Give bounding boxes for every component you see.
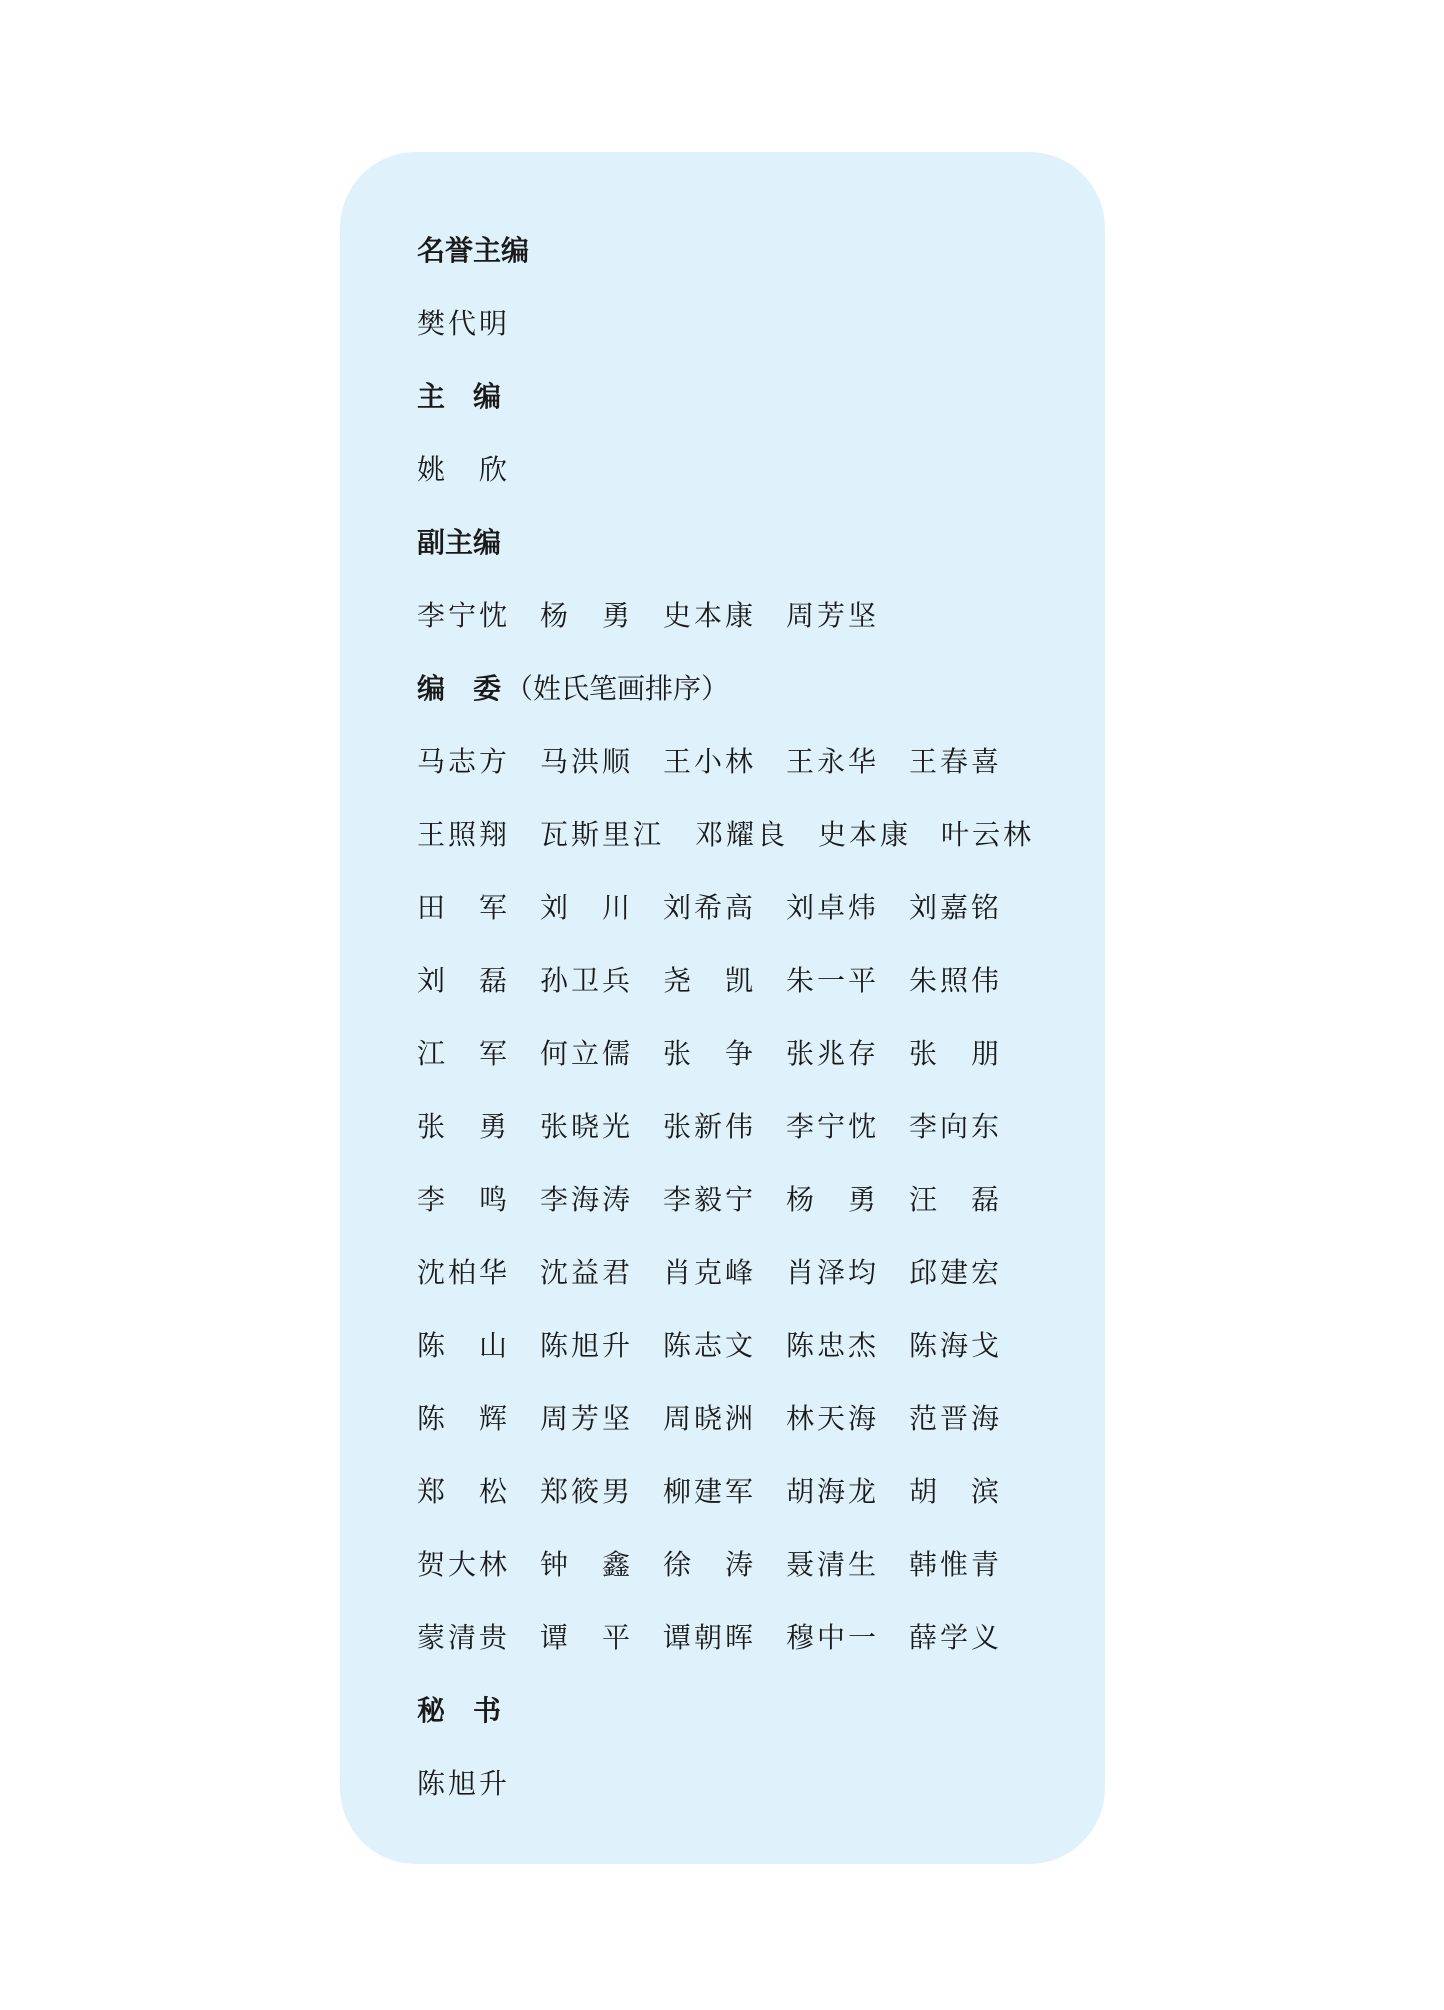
person-name: 钟 鑫 xyxy=(540,1547,634,1581)
person-name: 陈忠杰 xyxy=(786,1328,880,1362)
editorial-board-card xyxy=(340,152,1105,1864)
person-name: 肖克峰 xyxy=(663,1255,757,1289)
committee-sort-note: （姓氏笔画排序） xyxy=(505,671,730,705)
section-heading-editorial-committee xyxy=(417,650,1085,723)
person-name: 樊代明 xyxy=(417,306,511,340)
person-name: 张晓光 xyxy=(540,1109,634,1143)
person-name: 史本康 xyxy=(818,817,912,851)
committee-row xyxy=(417,1015,1085,1088)
person-name: 孙卫兵 xyxy=(540,963,634,997)
person-name: 陈海戈 xyxy=(909,1328,1003,1362)
person-name: 陈志文 xyxy=(663,1328,757,1362)
committee-row xyxy=(417,1453,1085,1526)
committee-row xyxy=(417,1380,1085,1453)
honorary-editor-names xyxy=(417,285,1085,358)
editor-in-chief-names xyxy=(417,431,1085,504)
person-name: 李宁忱 xyxy=(417,598,511,632)
person-name: 马志方 xyxy=(417,744,511,778)
person-name: 陈旭升 xyxy=(540,1328,634,1362)
person-name: 李向东 xyxy=(909,1109,1003,1143)
person-name: 谭 平 xyxy=(540,1620,634,1654)
secretary-names xyxy=(417,1745,1085,1818)
committee-row xyxy=(417,869,1085,942)
person-name: 马洪顺 xyxy=(540,744,634,778)
person-name: 肖泽均 xyxy=(786,1255,880,1289)
person-name: 李宁忱 xyxy=(786,1109,880,1143)
person-name: 叶云林 xyxy=(941,817,1035,851)
committee-row xyxy=(417,1161,1085,1234)
person-name: 史本康 xyxy=(663,598,757,632)
person-name: 贺大林 xyxy=(417,1547,511,1581)
person-name: 穆中一 xyxy=(786,1620,880,1654)
person-name: 蒙清贵 xyxy=(417,1620,511,1654)
person-name: 张 争 xyxy=(663,1036,757,1070)
person-name: 张新伟 xyxy=(663,1109,757,1143)
person-name: 刘希高 xyxy=(663,890,757,924)
committee-row xyxy=(417,942,1085,1015)
person-name: 刘嘉铭 xyxy=(909,890,1003,924)
section-heading-secretary: 秘 书 xyxy=(417,1693,502,1727)
person-name: 江 军 xyxy=(417,1036,511,1070)
deputy-editor-names xyxy=(417,577,1085,650)
person-name: 胡 滨 xyxy=(909,1474,1003,1508)
person-name: 周晓洲 xyxy=(663,1401,757,1435)
committee-row xyxy=(417,1526,1085,1599)
person-name: 郑 松 xyxy=(417,1474,511,1508)
person-name: 李海涛 xyxy=(540,1182,634,1216)
person-name: 陈旭升 xyxy=(417,1766,511,1800)
person-name: 沈益君 xyxy=(540,1255,634,1289)
person-name: 韩惟青 xyxy=(909,1547,1003,1581)
person-name: 刘卓炜 xyxy=(786,890,880,924)
person-name: 范晋海 xyxy=(909,1401,1003,1435)
person-name: 田 军 xyxy=(417,890,511,924)
person-name: 陈 辉 xyxy=(417,1401,511,1435)
person-name: 徐 涛 xyxy=(663,1547,757,1581)
person-name: 王永华 xyxy=(786,744,880,778)
person-name: 何立儒 xyxy=(540,1036,634,1070)
person-name: 杨 勇 xyxy=(786,1182,880,1216)
person-name: 李 鸣 xyxy=(417,1182,511,1216)
person-name: 汪 磊 xyxy=(909,1182,1003,1216)
section-heading-editor-in-chief: 主 编 xyxy=(417,379,502,413)
person-name: 沈柏华 xyxy=(417,1255,511,1289)
person-name: 刘 川 xyxy=(540,890,634,924)
person-name: 王春喜 xyxy=(909,744,1003,778)
editorial-board-list xyxy=(417,212,1085,1818)
committee-row xyxy=(417,1599,1085,1672)
committee-row xyxy=(417,723,1085,796)
person-name: 朱一平 xyxy=(786,963,880,997)
person-name: 李毅宁 xyxy=(663,1182,757,1216)
committee-member-rows xyxy=(417,723,1085,1672)
person-name: 聂清生 xyxy=(786,1547,880,1581)
person-name: 郑筱男 xyxy=(540,1474,634,1508)
person-name: 陈 山 xyxy=(417,1328,511,1362)
person-name: 周芳坚 xyxy=(786,598,880,632)
person-name: 邓耀良 xyxy=(695,817,789,851)
committee-heading-text: 编 委 xyxy=(417,671,502,705)
person-name: 林天海 xyxy=(786,1401,880,1435)
person-name: 张兆存 xyxy=(786,1036,880,1070)
committee-row xyxy=(417,1234,1085,1307)
committee-row xyxy=(417,1307,1085,1380)
person-name: 杨 勇 xyxy=(540,598,634,632)
person-name: 朱照伟 xyxy=(909,963,1003,997)
person-name: 瓦斯里江 xyxy=(540,817,665,851)
person-name: 柳建军 xyxy=(663,1474,757,1508)
person-name: 王小林 xyxy=(663,744,757,778)
section-heading-honorary-editor: 名誉主编 xyxy=(417,233,530,267)
person-name: 张 朋 xyxy=(909,1036,1003,1070)
person-name: 邱建宏 xyxy=(909,1255,1003,1289)
person-name: 张 勇 xyxy=(417,1109,511,1143)
person-name: 薛学义 xyxy=(909,1620,1003,1654)
person-name: 周芳坚 xyxy=(540,1401,634,1435)
person-name: 尧 凯 xyxy=(663,963,757,997)
person-name: 姚 欣 xyxy=(417,452,511,486)
person-name: 王照翔 xyxy=(417,817,511,851)
person-name: 谭朝晖 xyxy=(663,1620,757,1654)
committee-row xyxy=(417,796,1085,869)
person-name: 胡海龙 xyxy=(786,1474,880,1508)
committee-row xyxy=(417,1088,1085,1161)
section-heading-deputy-editors: 副主编 xyxy=(417,525,502,559)
person-name: 刘 磊 xyxy=(417,963,511,997)
